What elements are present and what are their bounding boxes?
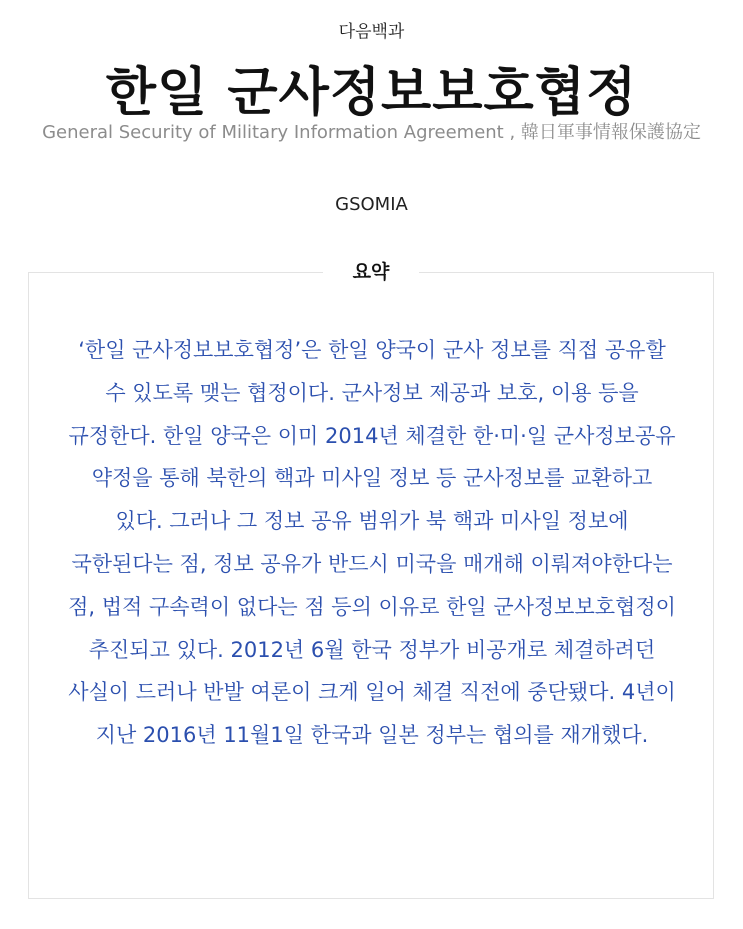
summary-label-wrap (29, 259, 713, 285)
summary-text: ‘한일 군사정보보호협정’은 한일 양국이 군사 정보를 직접 공유할 수 있도록 맺는 협정이다. 군사정보 제공과 보호, 이용 등을 규정한다. 한일 양국은 이미 2014년 체결한 한·미·일 군사정보공유 약정을 통해 북한의 핵과 미사일 정보 등 군사정보를 교환하고 있다. 그러나 그 정보 공유 범위가 북 핵과 미사일 정보에 국한된다는 점, 정보 공유가 반드시 미국을 매개해 이뤄져야한다는 점, 법적 구속력이 없다는 점 등의 이유로 한일 군사정보보호협정이 추진되고 있다. 2012년 6월 한국 정부가 비공개로 체결하려던 사실이 드러나 반발 여론이 크게 일어 체결 직전에 중단됐다. 4년이 지난 2016년 11월1일 한국과 일본 정부는 협의를 재개했다. (68, 338, 676, 748)
summary-label: 요약 (323, 259, 420, 285)
page-subtitle: General Security of Military Information Agreement , 韓日軍事情報保護協定 (42, 122, 701, 143)
page-title: 한일 군사정보보호협정 (105, 63, 638, 123)
abbreviation: GSOMIA (335, 194, 408, 215)
summary-box (28, 261, 714, 899)
source-label: 다음백과 (338, 22, 405, 42)
